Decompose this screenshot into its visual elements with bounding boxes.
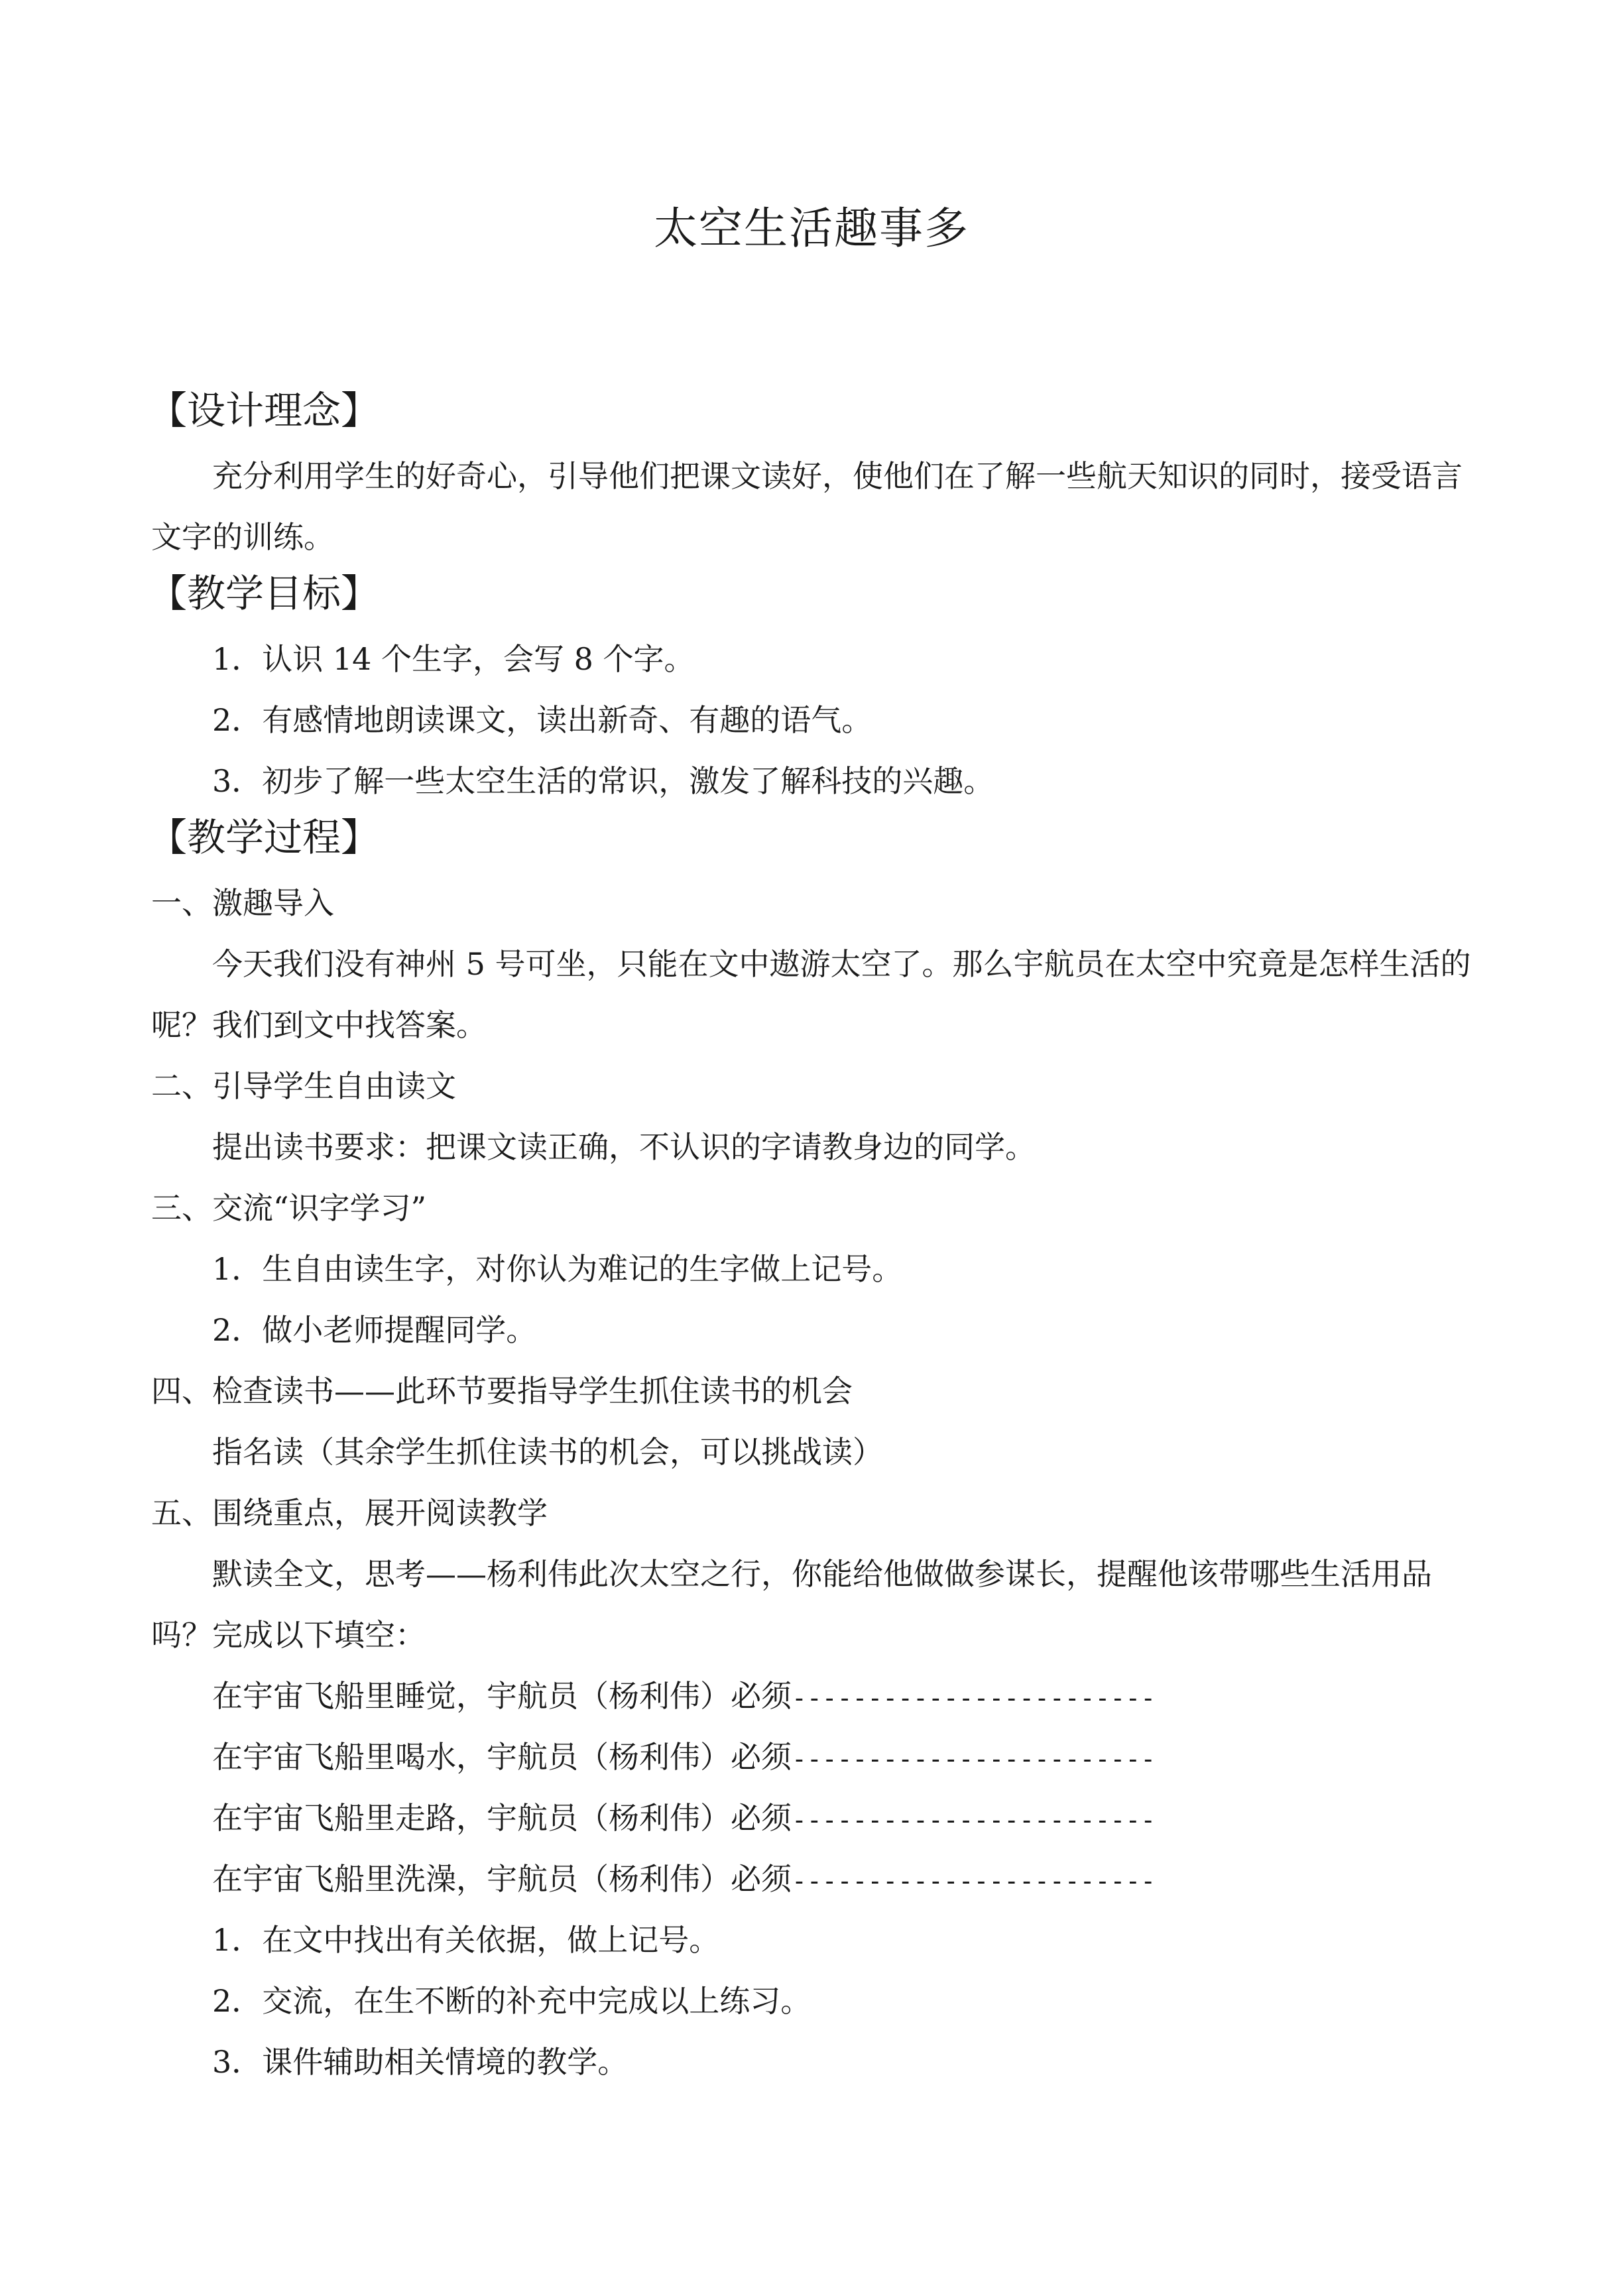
- goal-item: 1．认识 14 个生字，会写 8 个字。: [212, 641, 695, 677]
- step-item: 2．交流，在生不断的补充中完成以上练习。: [212, 1983, 812, 2019]
- fill-blank: ------------------------: [792, 1866, 1156, 1896]
- concept-paragraph: 充分利用学生的好奇心，引导他们把课文读好，使他们在了解一些航天知识的同时，接受语言文字的训练。: [151, 458, 1463, 555]
- goal-item: 2．有感情地朗读课文，读出新奇、有趣的语气。: [212, 702, 872, 738]
- step-item: 2．做小老师提醒同学。: [212, 1312, 537, 1348]
- section-heading-concept: 【设计理念】: [149, 388, 380, 433]
- fill-prompt: 在宇宙飞船里喝水，宇航员（杨利伟）必须: [212, 1739, 792, 1775]
- fill-blank-line: [151, 1726, 1484, 1787]
- fill-blank-line: [151, 1787, 1484, 1848]
- step-paragraph: 指名读（其余学生抓住读书的机会，可以挑战读）: [212, 1434, 883, 1470]
- fill-blank-line: [151, 1665, 1484, 1726]
- fill-blank: ------------------------: [792, 1683, 1156, 1713]
- step-title: 四、检查读书——此环节要指导学生抓住读书的机会: [151, 1373, 853, 1409]
- section-heading-goals: 【教学目标】: [149, 571, 380, 616]
- step-paragraph: 提出读书要求：把课文读正确，不认识的字请教身边的同学。: [212, 1129, 1036, 1165]
- fill-prompt: 在宇宙飞船里洗澡，宇航员（杨利伟）必须: [212, 1861, 792, 1897]
- step-title: 一、激趣导入: [151, 885, 334, 921]
- fill-blank: ------------------------: [792, 1744, 1156, 1774]
- step-paragraph: 今天我们没有神州 5 号可坐，只能在文中遨游太空了。那么宇航员在太空中究竟是怎样生活的呢？我们到文中找答案。: [151, 946, 1471, 1043]
- section-heading-process: 【教学过程】: [149, 815, 380, 860]
- step-item: 1．生自由读生字，对你认为难记的生字做上记号。: [212, 1251, 903, 1287]
- fill-blank: ------------------------: [792, 1805, 1156, 1835]
- step-item: 3．课件辅助相关情境的教学。: [212, 2044, 629, 2080]
- goal-item: 3．初步了解一些太空生活的常识，激发了解科技的兴趣。: [212, 763, 994, 799]
- step-paragraph: 默读全文，思考——杨利伟此次太空之行，你能给他做做参谋长，提醒他该带哪些生活用品吗？完成以下填空：: [151, 1556, 1432, 1653]
- fill-prompt: 在宇宙飞船里睡觉，宇航员（杨利伟）必须: [212, 1678, 792, 1714]
- fill-prompt: 在宇宙飞船里走路，宇航员（杨利伟）必须: [212, 1800, 792, 1836]
- document-body: [151, 385, 1484, 2092]
- step-title: 五、围绕重点，展开阅读教学: [151, 1495, 548, 1531]
- document-title: 太空生活趣事多: [654, 203, 969, 254]
- step-title: 三、交流“识字学习”: [151, 1190, 427, 1226]
- step-item: 1．在文中找出有关依据，做上记号。: [212, 1922, 720, 1958]
- fill-blank-line: [151, 1848, 1484, 1909]
- step-title: 二、引导学生自由读文: [151, 1068, 456, 1104]
